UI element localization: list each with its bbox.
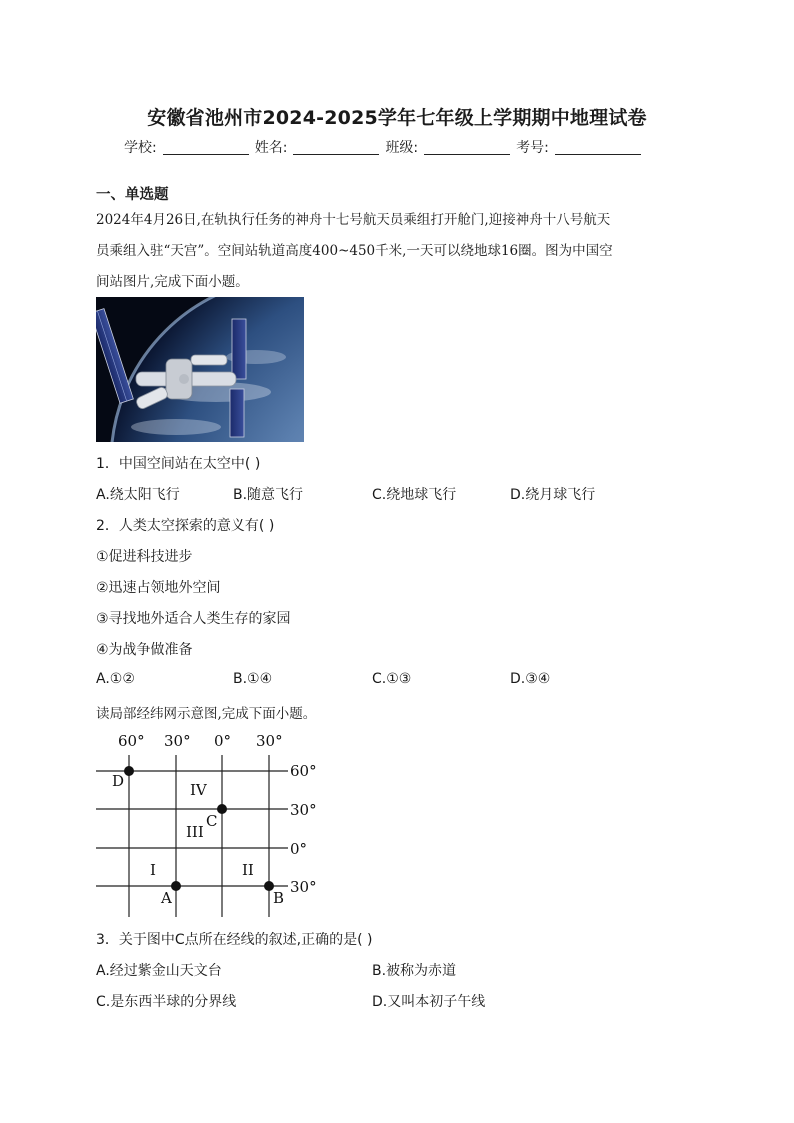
passage-line: 员乘组入驻“天宫”。空间站轨道高度400~450千米,一天可以绕地球16圈。图为中国空: [96, 243, 613, 259]
diagram-instruction: 读局部经纬网示意图,完成下面小题。: [96, 706, 317, 722]
latitude-label: 30°: [290, 801, 317, 819]
q2-option-d[interactable]: D.③④: [510, 671, 551, 687]
name-blank[interactable]: [293, 140, 379, 155]
q2-option-c[interactable]: C.①③: [372, 671, 412, 687]
point-marker: [217, 804, 227, 814]
point-label: B: [273, 889, 285, 907]
school-label: 学校:: [124, 140, 157, 156]
point-label: C: [206, 812, 218, 830]
q1-option-d[interactable]: D.绕月球飞行: [510, 487, 596, 503]
q2-statement-2: ②迅速占领地外空间: [96, 580, 221, 596]
region-label: II: [242, 861, 254, 879]
student-info-row: [124, 137, 647, 157]
q2-option-b[interactable]: B.①④: [233, 671, 273, 687]
exam-number-blank[interactable]: [555, 140, 641, 155]
q2-statement-1: ①促进科技进步: [96, 549, 193, 565]
point-label: A: [161, 889, 172, 907]
q1-option-a[interactable]: A.绕太阳飞行: [96, 487, 180, 503]
latitude-label: 60°: [290, 762, 317, 780]
longitude-label: 30°: [256, 732, 283, 750]
question-3-stem: 3．关于图中C点所在经线的叙述,正确的是( ): [96, 932, 373, 948]
latitude-label: 30°: [290, 878, 317, 896]
point-marker: [124, 766, 134, 776]
region-label: IV: [190, 781, 207, 799]
q2-statement-4: ④为战争做准备: [96, 642, 193, 658]
class-blank[interactable]: [424, 140, 510, 155]
q3-option-a[interactable]: A.经过紫金山天文台: [96, 963, 222, 979]
reading-passage: [96, 205, 702, 298]
space-station-photo: [96, 297, 304, 442]
q3-option-c[interactable]: C.是东西半球的分界线: [96, 994, 237, 1010]
point-label: D: [112, 772, 125, 790]
passage-line: 间站图片,完成下面小题。: [96, 274, 249, 290]
q3-option-b[interactable]: B.被称为赤道: [372, 963, 457, 979]
passage-line: 2024年4月26日,在轨执行任务的神舟十七号航天员乘组打开舱门,迎接神舟十八号航天: [96, 212, 611, 228]
question-2-stem: 2．人类太空探索的意义有( ): [96, 518, 275, 534]
q2-option-a[interactable]: A.①②: [96, 671, 135, 687]
longitude-label: 60°: [118, 732, 145, 750]
question-1-stem: 1．中国空间站在太空中( ): [96, 456, 261, 472]
region-label: III: [186, 823, 204, 841]
q1-option-c[interactable]: C.绕地球飞行: [372, 487, 457, 503]
exam-number-label: 考号:: [516, 140, 549, 156]
longitude-label: 30°: [164, 732, 191, 750]
name-label: 姓名:: [254, 140, 288, 156]
exam-title: 安徽省池州市2024-2025学年七年级上学期期中地理试卷: [147, 107, 647, 129]
q2-statement-3: ③寻找地外适合人类生存的家园: [96, 611, 291, 627]
latitude-label: 0°: [290, 840, 308, 858]
point-marker: [171, 881, 181, 891]
school-blank[interactable]: [163, 140, 249, 155]
region-label: I: [150, 861, 156, 879]
class-label: 班级:: [385, 140, 419, 156]
section-heading: 一、单选题: [96, 187, 169, 203]
q1-option-b[interactable]: B.随意飞行: [233, 487, 304, 503]
graticule-diagram: [92, 727, 332, 922]
q3-option-d[interactable]: D.又叫本初子午线: [372, 994, 486, 1010]
longitude-label: 0°: [214, 732, 232, 750]
